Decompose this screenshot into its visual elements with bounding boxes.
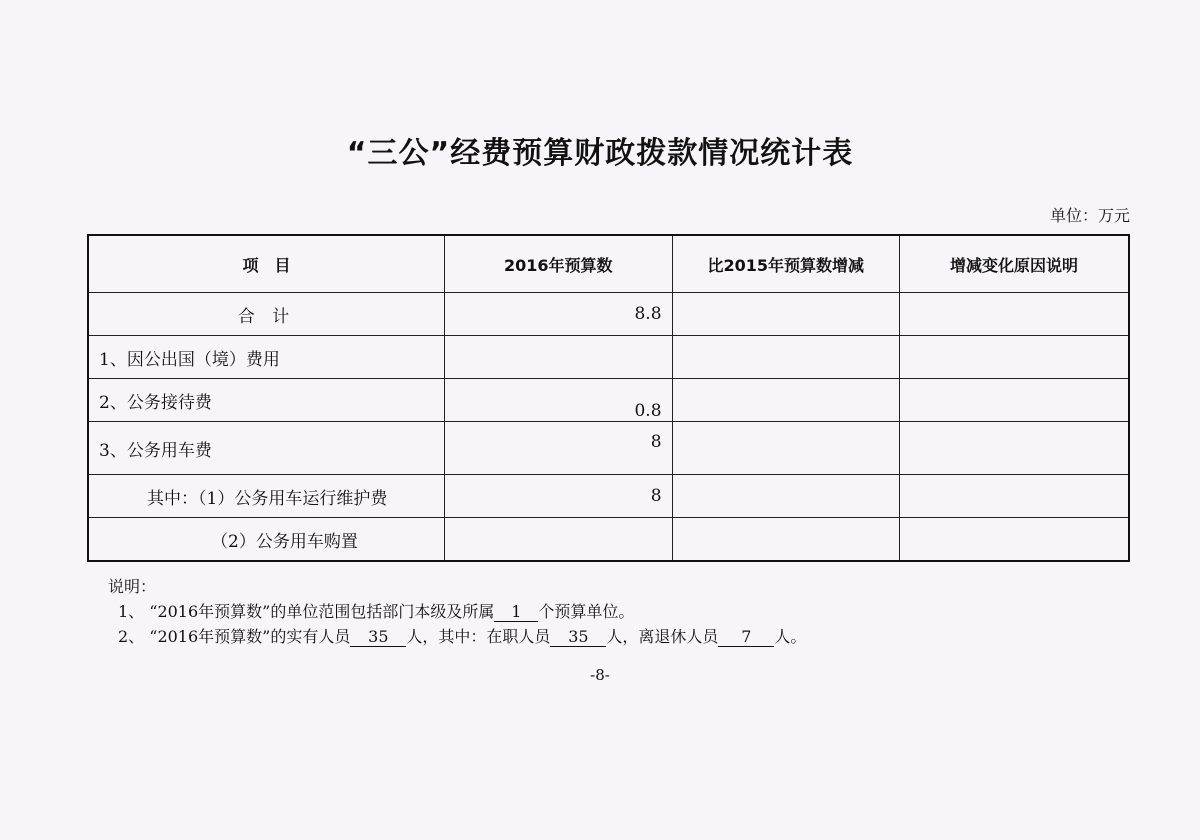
row-item: 2、公务接待费 [88,379,444,422]
row-budget [444,336,672,379]
note1-unit-count: 1 [494,603,538,622]
note2-retired-staff: 7 [718,628,774,647]
note1-prefix: 1、 “2016年预算数”的单位范围包括部门本级及所属 [118,602,495,621]
table-row [88,475,1129,518]
row-item: 1、因公出国（境）费用 [88,336,444,379]
note2-prefix: 2、 “2016年预算数”的实有人员 [118,627,351,646]
row-reason [900,475,1129,518]
row-budget: 8 [444,475,672,518]
row-reason [900,518,1129,562]
row-item: 合 计 [88,293,444,336]
note-line-2 [108,624,806,649]
table-row [88,336,1129,379]
column-header-budget: 2016年预算数 [444,235,672,293]
row-budget: 8 [444,422,672,475]
row-budget [444,518,672,562]
row-change [672,422,900,475]
notes-heading: 说明： [108,577,157,596]
table-row [88,293,1129,336]
page-title: “三公”经费预算财政拨款情况统计表 [346,136,854,171]
unit-label: 单位：万元 [1049,206,1130,225]
row-reason [900,422,1129,475]
row-reason [900,379,1129,422]
row-change [672,293,900,336]
table-header-row [88,235,1129,293]
note1-suffix: 个预算单位。 [538,602,635,621]
row-budget: 0.8 [444,379,672,422]
page-number: -8- [590,666,610,684]
notes-section [108,574,806,649]
table-row [88,518,1129,562]
column-header-reason: 增减变化原因说明 [900,235,1129,293]
column-header-item: 项 目 [88,235,444,293]
note2-mid1: 人，其中：在职人员 [406,627,551,646]
note2-mid2: 人，离退休人员 [606,627,719,646]
table-row [88,422,1129,475]
row-budget: 8.8 [444,293,672,336]
note2-total-staff: 35 [350,628,406,647]
row-change [672,475,900,518]
row-change [672,518,900,562]
row-item: （2）公务用车购置 [88,518,444,562]
row-change [672,336,900,379]
budget-table [87,234,1130,562]
note-line-1 [108,599,806,624]
note2-active-staff: 35 [550,628,606,647]
note2-suffix: 人。 [774,627,807,646]
row-item: 3、公务用车费 [88,422,444,475]
row-reason [900,293,1129,336]
row-item: 其中：（1）公务用车运行维护费 [88,475,444,518]
column-header-change: 比2015年预算数增减 [672,235,900,293]
row-reason [900,336,1129,379]
row-change [672,379,900,422]
table-row [88,379,1129,422]
